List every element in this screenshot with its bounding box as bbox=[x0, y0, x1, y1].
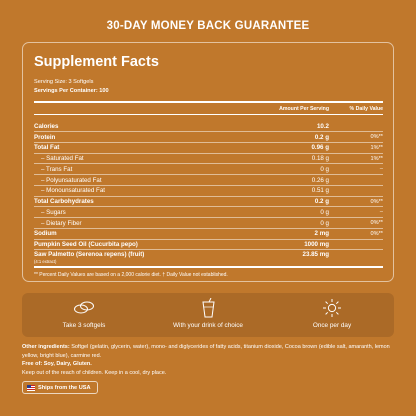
nutrient-name: – Dietary Fiber bbox=[41, 219, 82, 227]
us-flag-icon bbox=[27, 385, 35, 391]
nutrient-row bbox=[34, 207, 383, 218]
nutrient-amount: 23.85 mg bbox=[302, 251, 329, 259]
serving-info bbox=[34, 78, 383, 96]
directions-strip bbox=[22, 293, 394, 337]
amount-column-header: Amount Per Serving bbox=[279, 106, 329, 113]
drink-glass-icon bbox=[197, 298, 219, 318]
other-ingredients bbox=[22, 343, 394, 360]
footer-divider bbox=[34, 266, 383, 267]
nutrient-name: Calories bbox=[34, 122, 59, 130]
facts-title: Supplement Facts bbox=[34, 54, 159, 70]
guarantee-banner: 30-DAY MONEY BACK GUARANTEE bbox=[106, 20, 310, 32]
nutrient-row bbox=[34, 175, 383, 186]
servings-per-container: Servings Per Container: 100 bbox=[34, 88, 109, 94]
nutrient-row bbox=[34, 186, 383, 197]
nutrient-amount: 0.96 g bbox=[311, 144, 329, 152]
nutrient-name: Total Fat bbox=[34, 144, 60, 152]
facts-footnote: ** Percent Daily Values are based on a 2,000 calorie diet. † Daily Value not established. bbox=[34, 271, 228, 278]
ships-label: Ships from the USA bbox=[38, 384, 91, 391]
serving-size: Serving Size: 3 Softgels bbox=[34, 79, 94, 85]
nutrient-row bbox=[34, 250, 383, 266]
nutrient-amount: 0.2 g bbox=[314, 133, 329, 141]
other-ingredients-label: Other ingredients: bbox=[22, 344, 70, 350]
nutrient-row bbox=[34, 121, 383, 132]
nutrient-amount: 0 g bbox=[320, 208, 329, 216]
nutrient-daily-value: 0%** bbox=[370, 134, 383, 141]
nutrient-row bbox=[34, 197, 383, 208]
direction-label: With your drink of choice bbox=[173, 322, 243, 329]
nutrient-daily-value: – bbox=[379, 166, 383, 173]
nutrient-amount: 1000 mg bbox=[304, 241, 329, 249]
direction-label: Take 3 softgels bbox=[62, 322, 106, 329]
supplement-facts-panel bbox=[22, 42, 394, 282]
nutrient-name: Saw Palmetto (Serenoa repens) (fruit) (4:1 extract) bbox=[34, 251, 251, 264]
nutrient-subnote: (4:1 extract) bbox=[34, 259, 57, 265]
nutrient-name: Sodium bbox=[34, 230, 57, 238]
facts-header-row bbox=[34, 104, 383, 114]
nutrient-name: – Sugars bbox=[41, 208, 66, 216]
thick-divider bbox=[34, 101, 383, 103]
nutrient-amount: 0 g bbox=[320, 219, 329, 227]
nutrient-name: – Saturated Fat bbox=[41, 155, 84, 163]
nutrient-name: Protein bbox=[34, 133, 56, 141]
direction-frequency bbox=[270, 293, 394, 337]
nutrient-daily-value: 1%** bbox=[370, 155, 383, 162]
storage-note: Keep out of the reach of children. Keep in a cool, dry place. bbox=[22, 369, 167, 376]
nutrient-daily-value: 0%** bbox=[370, 230, 383, 237]
nutrient-row bbox=[34, 164, 383, 175]
direction-label: Once per day bbox=[312, 322, 352, 329]
sun-icon bbox=[321, 298, 343, 318]
softgels-icon bbox=[73, 298, 95, 318]
nutrient-row bbox=[34, 132, 383, 143]
nutrient-daily-value: – bbox=[379, 209, 383, 216]
nutrient-name: – Monounsaturated Fat bbox=[41, 187, 105, 195]
ingredients-info bbox=[22, 343, 394, 377]
nutrient-row bbox=[34, 143, 383, 154]
nutrient-name: – Trans Fat bbox=[41, 165, 73, 173]
facts-rows bbox=[34, 121, 383, 266]
nutrient-amount: 0.26 g bbox=[311, 176, 329, 184]
dv-column-header: % Daily Value bbox=[349, 106, 383, 113]
other-ingredients-text: Softgel (gelatin, glycerin, water), mono- and diglycerides of fatty acids, titanium dioxide, Cocoa brown (edible salt, amaranth, lemon yellow, bright blue), carmine red. bbox=[22, 344, 390, 359]
nutrient-daily-value: 0%** bbox=[370, 220, 383, 227]
direction-drink bbox=[146, 293, 270, 337]
nutrient-amount: 2 mg bbox=[314, 230, 329, 238]
nutrient-row bbox=[34, 154, 383, 165]
nutrient-row bbox=[34, 218, 383, 229]
nutrient-amount: 0.18 g bbox=[311, 155, 329, 163]
ships-from-badge bbox=[22, 381, 98, 394]
nutrient-row bbox=[34, 240, 383, 251]
nutrient-name: Total Carbohydrates bbox=[34, 198, 94, 206]
direction-softgels bbox=[22, 293, 146, 337]
nutrient-daily-value: 1%** bbox=[370, 144, 383, 151]
nutrient-amount: 10.2 bbox=[316, 122, 329, 130]
nutrient-name: Pumpkin Seed Oil (Cucurbita pepo) bbox=[34, 241, 138, 249]
header-divider bbox=[34, 114, 383, 115]
nutrient-amount: 0 g bbox=[320, 165, 329, 173]
free-of: Free of: Soy, Dairy, Gluten. bbox=[22, 361, 92, 368]
nutrient-amount: 0.51 g bbox=[311, 187, 329, 195]
nutrient-row bbox=[34, 229, 383, 240]
nutrient-amount: 0.2 g bbox=[314, 198, 329, 206]
nutrient-name: – Polyunsaturated Fat bbox=[41, 176, 102, 184]
nutrient-daily-value: 0%** bbox=[370, 198, 383, 205]
